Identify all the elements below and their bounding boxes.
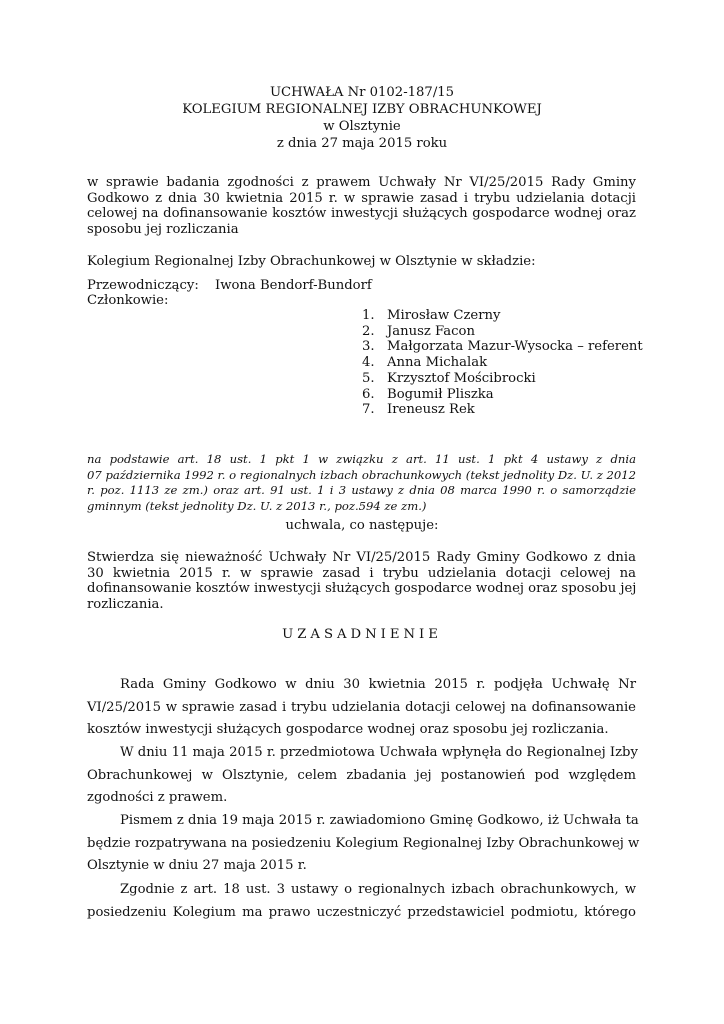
subject-line: Godkowo z dnia 30 kwietnia 2015 r. w sprawie zasad i trybu udzielania dotacji: [87, 190, 636, 206]
legal-basis-line: gminnym (tekst jednolity Dz. U. z 2013 r., poz.594 ze zm.): [87, 498, 427, 513]
justification-paragraph: [87, 674, 636, 742]
document-header: [0, 84, 724, 152]
justification-paragraph: [87, 879, 636, 924]
decision-line: dofinansowanie kosztów inwestycji służących gospodarce wodnej oraz sposobu jej: [87, 581, 637, 597]
member-item: 4. Anna Michalak: [362, 355, 488, 371]
member-item: 3. Małgorzata Mazur-Wysocka – referent: [362, 339, 643, 355]
legal-basis-line: na podstawie art. 18 ust. 1 pkt 1 w związku z art. 11 ust. 1 pkt 4 ustawy z dnia: [87, 452, 636, 466]
legal-basis-line: 07 października 1992 r. o regionalnych izbach obrachunkowych (tekst jednolity Dz. U. z 2012: [87, 467, 636, 482]
decision-line: 30 kwietnia 2015 r. w sprawie zasad i trybu udzielania dotacji celowej na: [87, 565, 636, 581]
decision-paragraph: [87, 550, 636, 612]
justification-paragraph: [87, 742, 636, 810]
subject-paragraph: [87, 175, 636, 237]
resolution-number: UCHWAŁA Nr 0102-187/15: [269, 85, 455, 100]
issuing-body: KOLEGIUM REGIONALNEJ IZBY OBRACHUNKOWEJ: [182, 102, 542, 117]
member-item: 7. Ireneusz Rek: [362, 402, 475, 418]
paragraph-line: będzie rozpatrywana na posiedzeniu Kolegium Regionalnej Izby Obrachunkowej w: [87, 835, 640, 851]
chair-label: Przewodniczący:: [87, 278, 199, 293]
paragraph-line: posiedzeniu Kolegium ma prawo uczestniczyć przedstawiciel podmiotu, którego: [87, 904, 636, 920]
paragraph-line: Olsztynie w dniu 27 maja 2015 r.: [87, 858, 307, 874]
chair-row: [87, 278, 372, 294]
subject-line: w sprawie badania zgodności z prawem Uchwały Nr VI/25/2015 Rady Gminy: [87, 175, 636, 190]
justification-title: UZASADNIENIE: [282, 627, 442, 642]
member-item: 2. Janusz Facon: [362, 323, 475, 339]
legal-basis: [87, 452, 636, 514]
paragraph-line: kosztów inwestycji służących gospodarce wodnej oraz sposobu jej rozliczania.: [87, 722, 609, 738]
subject-line: sposobu jej rozliczania: [87, 221, 239, 237]
member-item: 5. Krzysztof Mościbrocki: [362, 370, 536, 386]
paragraph-line: Obrachunkowej w Olsztynie, celem zbadania jej postanowień pod względem: [87, 767, 636, 783]
paragraph-line: W dniu 11 maja 2015 r. przedmiotowa Uchwała wpłynęła do Regionalnej Izby: [120, 745, 638, 760]
member-item: 6. Bogumił Pliszka: [362, 386, 494, 402]
resolution-date: z dnia 27 maja 2015 roku: [276, 136, 448, 151]
paragraph-line: Zgodnie z art. 18 ust. 3 ustawy o regionalnych izbach obrachunkowych, w: [120, 882, 636, 897]
members-list: [362, 308, 643, 418]
members-label: Członkowie:: [87, 293, 169, 308]
subject-line: celowej na dofinansowanie kosztów inwestycji służących gospodarce wodnej oraz: [87, 206, 636, 222]
issuing-location: w Olsztynie: [323, 119, 401, 134]
decision-line: Stwierdza się nieważność Uchwały Nr VI/25/2015 Rady Gminy Godkowo z dnia: [87, 550, 636, 565]
resolves-clause: uchwala, co następuje:: [285, 518, 439, 533]
paragraph-line: Rada Gminy Godkowo w dniu 30 kwietnia 2015 r. podjęła Uchwałę Nr: [120, 677, 636, 692]
member-item: 1. Mirosław Czerny: [362, 308, 501, 323]
composition-intro: Kolegium Regionalnej Izby Obrachunkowej w Olsztynie w składzie:: [87, 254, 536, 269]
paragraph-line: Pismem z dnia 19 maja 2015 r. zawiadomiono Gminę Godkowo, iż Uchwała ta: [120, 813, 639, 828]
chair-name: Iwona Bendorf-Bundorf: [215, 278, 372, 293]
legal-basis-line: r. poz. 1113 ze zm.) oraz art. 91 ust. 1 i 3 ustawy z dnia 08 marca 1990 r. o samorządzie: [87, 483, 636, 498]
paragraph-line: VI/25/2015 w sprawie zasad i trybu udzielania dotacji celowej na dofinansowanie: [87, 699, 636, 715]
decision-line: rozliczania.: [87, 596, 164, 612]
paragraph-line: zgodności z prawem.: [87, 790, 228, 806]
justification-paragraph: [87, 810, 640, 878]
